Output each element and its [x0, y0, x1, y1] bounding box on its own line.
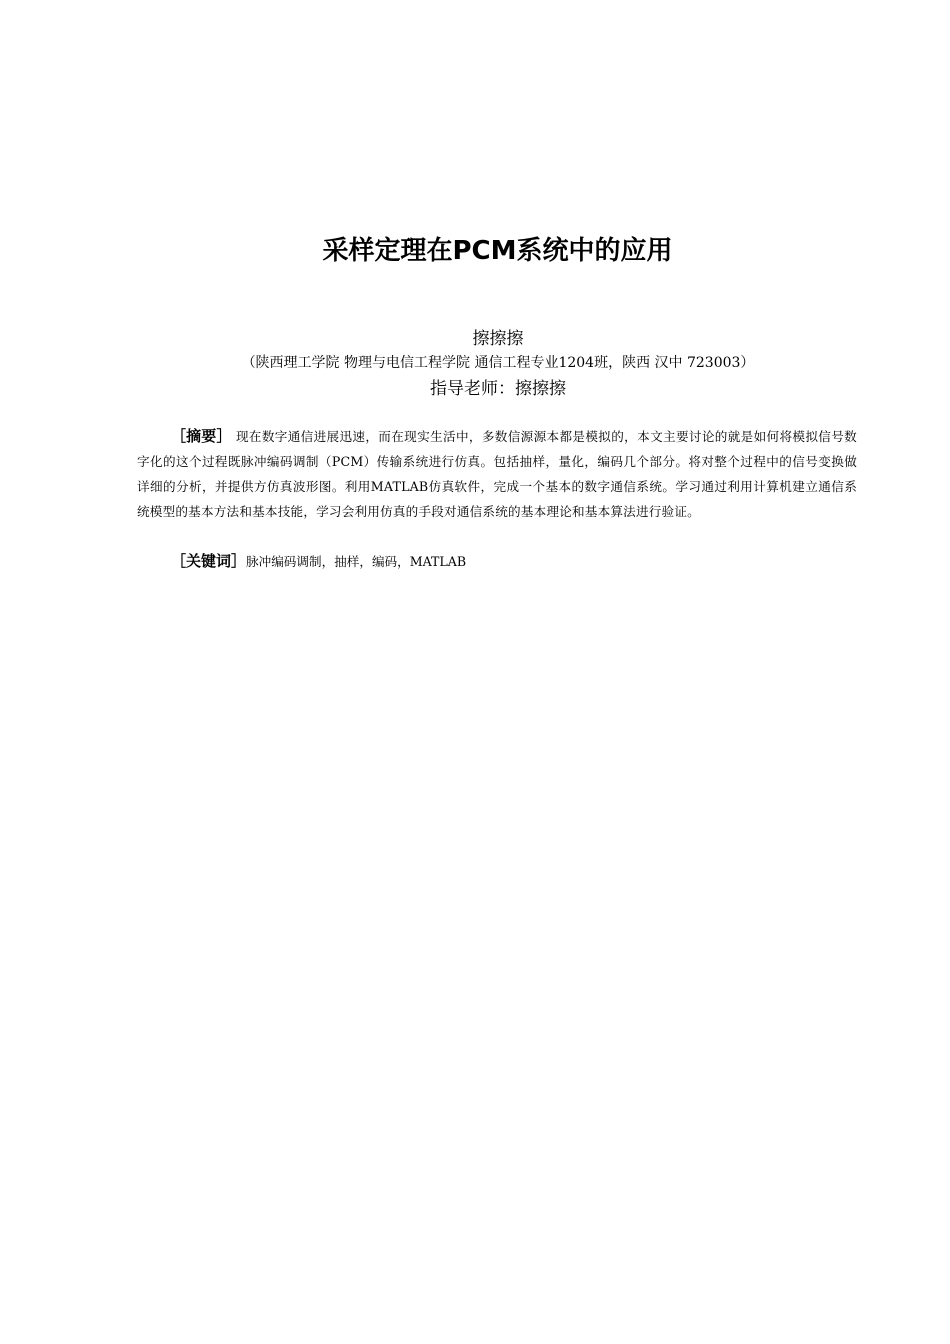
- advisor-label: 指导老师：: [430, 379, 515, 399]
- keywords-text: 脉冲编码调制，抽样，编码，MATLAB: [246, 554, 467, 569]
- abstract-paragraph: [137, 424, 857, 524]
- author-name: 擦擦擦: [472, 329, 524, 349]
- advisor-name: 擦擦擦: [515, 379, 566, 399]
- abstract-text: 现在数字通信进展迅速，而在现实生活中，多数信源源本都是模拟的，本文主要讨论的就是如何将模拟信号数字化的这个过程既脉冲编码调制（PCM）传输系统进行仿真。包括抽样，量化，编码几个部分。将对整个过程中的信号变换做详细的分析，并提供方仿真波形图。利用MATLAB仿真软件，完成一个基本的数字通信系统。学习通过利用计算机建立通信系统模型的基本方法和基本技能，学习会利用仿真的手段对通信系统的基本理论和基本算法进行验证。: [137, 429, 857, 519]
- author-affiliation: （陕西理工学院 物理与电信工程学院 通信工程专业1204班，陕西 汉中 723003）: [241, 355, 755, 371]
- keywords-paragraph: [171, 549, 851, 574]
- paper-title: 采样定理在PCM系统中的应用: [322, 236, 673, 266]
- advisor-line: [0, 374, 950, 399]
- abstract-label: ［摘要］: [171, 427, 232, 445]
- keywords-label: ［关键词］: [171, 552, 247, 570]
